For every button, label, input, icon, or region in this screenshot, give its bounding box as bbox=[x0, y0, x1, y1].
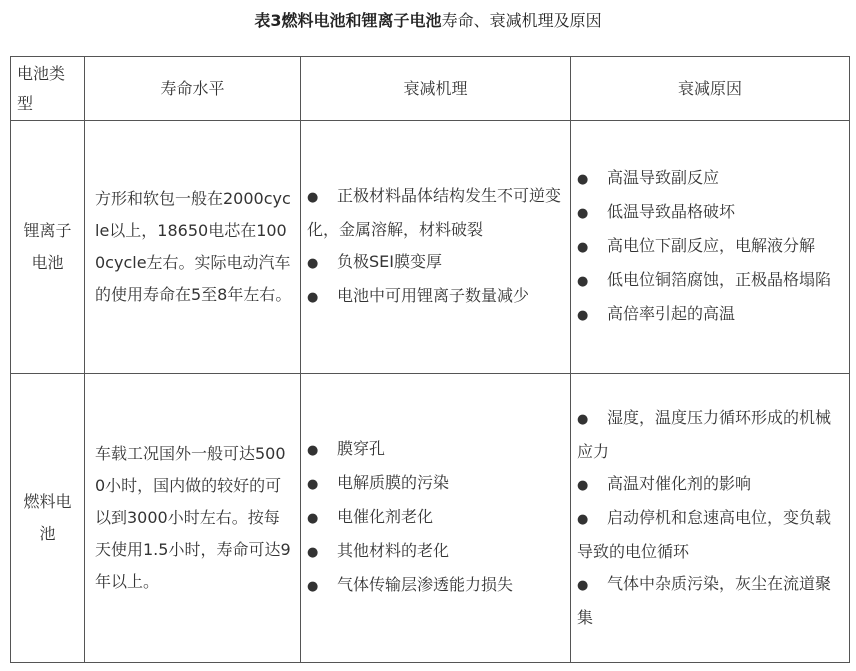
list-item bbox=[307, 433, 564, 467]
bullet-icon: ● bbox=[577, 206, 589, 221]
list-item bbox=[307, 280, 564, 314]
list-item bbox=[307, 569, 564, 603]
header-battery-type: 电池类型 bbox=[11, 57, 85, 121]
list-item-text: 低温导致晶格破坏 bbox=[607, 202, 736, 221]
title-prefix: 表3 bbox=[254, 11, 282, 30]
list-item bbox=[307, 501, 564, 535]
header-life-level: 寿命水平 bbox=[85, 57, 301, 121]
list-item bbox=[577, 196, 843, 230]
list-item bbox=[307, 535, 564, 569]
list-item-text: 高倍率引起的高温 bbox=[607, 304, 736, 323]
bullet-icon: ● bbox=[577, 512, 589, 527]
list-item bbox=[577, 298, 843, 332]
bullet-icon: ● bbox=[577, 308, 589, 323]
list-item-text: 气体传输层渗透能力损失 bbox=[337, 575, 514, 594]
comparison-table bbox=[10, 56, 850, 663]
list-item bbox=[577, 402, 843, 468]
list-item-text: 高温对催化剂的影响 bbox=[607, 474, 752, 493]
mechanism-list bbox=[307, 180, 564, 314]
bullet-icon: ● bbox=[307, 511, 319, 526]
list-item bbox=[577, 468, 843, 502]
list-item-text: 高温导致副反应 bbox=[607, 168, 720, 187]
header-degradation-mechanism: 衰减机理 bbox=[301, 57, 571, 121]
bullet-icon: ● bbox=[577, 478, 589, 493]
list-item bbox=[307, 180, 564, 246]
cause-list bbox=[577, 402, 843, 634]
mechanism-cell bbox=[301, 121, 571, 374]
list-item-text: 高电位下副反应，电解液分解 bbox=[607, 236, 816, 255]
table-row bbox=[11, 121, 850, 374]
list-item bbox=[577, 568, 843, 634]
list-item-text: 其他材料的老化 bbox=[337, 541, 450, 560]
bullet-icon: ● bbox=[577, 172, 589, 187]
list-item-text: 启动停机和怠速高电位，变负载导致的电位循环 bbox=[577, 508, 832, 561]
bullet-icon: ● bbox=[577, 412, 589, 427]
bullet-icon: ● bbox=[307, 290, 319, 305]
header-degradation-cause: 衰减原因 bbox=[571, 57, 850, 121]
bullet-icon: ● bbox=[307, 545, 319, 560]
list-item bbox=[307, 246, 564, 280]
list-item bbox=[307, 467, 564, 501]
bullet-icon: ● bbox=[577, 240, 589, 255]
battery-type-cell: 锂离子电池 bbox=[11, 121, 85, 374]
list-item-text: 气体中杂质污染，灰尘在流道聚集 bbox=[577, 574, 832, 627]
cause-cell bbox=[571, 374, 850, 663]
list-item-text: 膜穿孔 bbox=[337, 439, 386, 458]
life-cell: 方形和软包一般在2000cycle以上，18650电芯在1000cycle左右。实际电动汽车的使用寿命在5至8年左右。 bbox=[85, 121, 301, 374]
list-item-text: 负极SEI膜变厚 bbox=[337, 252, 442, 271]
list-item bbox=[577, 230, 843, 264]
battery-type-cell: 燃料电池 bbox=[11, 374, 85, 663]
list-item-text: 正极材料晶体结构发生不可逆变化，金属溶解，材料破裂 bbox=[307, 186, 562, 239]
title-rest: 寿命、衰减机理及原因 bbox=[441, 11, 602, 30]
bullet-icon: ● bbox=[307, 443, 319, 458]
bullet-icon: ● bbox=[307, 256, 319, 271]
list-item-text: 电池中可用锂离子数量减少 bbox=[337, 286, 530, 305]
cause-list bbox=[577, 162, 843, 332]
mechanism-list bbox=[307, 433, 564, 603]
list-item bbox=[577, 502, 843, 568]
table-title bbox=[0, 8, 856, 31]
life-cell: 车载工况国外一般可达5000小时，国内做的较好的可以到3000小时左右。按每天使用1.5小时，寿命可达9年以上。 bbox=[85, 374, 301, 663]
list-item-text: 低电位铜箔腐蚀，正极晶格塌陷 bbox=[607, 270, 832, 289]
list-item-text: 电解质膜的污染 bbox=[337, 473, 450, 492]
bullet-icon: ● bbox=[577, 274, 589, 289]
bullet-icon: ● bbox=[577, 578, 589, 593]
bullet-icon: ● bbox=[307, 477, 319, 492]
list-item-text: 电催化剂老化 bbox=[337, 507, 434, 526]
table-row bbox=[11, 374, 850, 663]
list-item bbox=[577, 162, 843, 196]
cause-cell bbox=[571, 121, 850, 374]
list-item-text: 湿度，温度压力循环形成的机械应力 bbox=[577, 408, 832, 461]
title-bold: 燃料电池和锂离子电池 bbox=[281, 11, 442, 30]
list-item bbox=[577, 264, 843, 298]
header-row bbox=[11, 57, 850, 121]
mechanism-cell bbox=[301, 374, 571, 663]
bullet-icon: ● bbox=[307, 579, 319, 594]
bullet-icon: ● bbox=[307, 190, 319, 205]
